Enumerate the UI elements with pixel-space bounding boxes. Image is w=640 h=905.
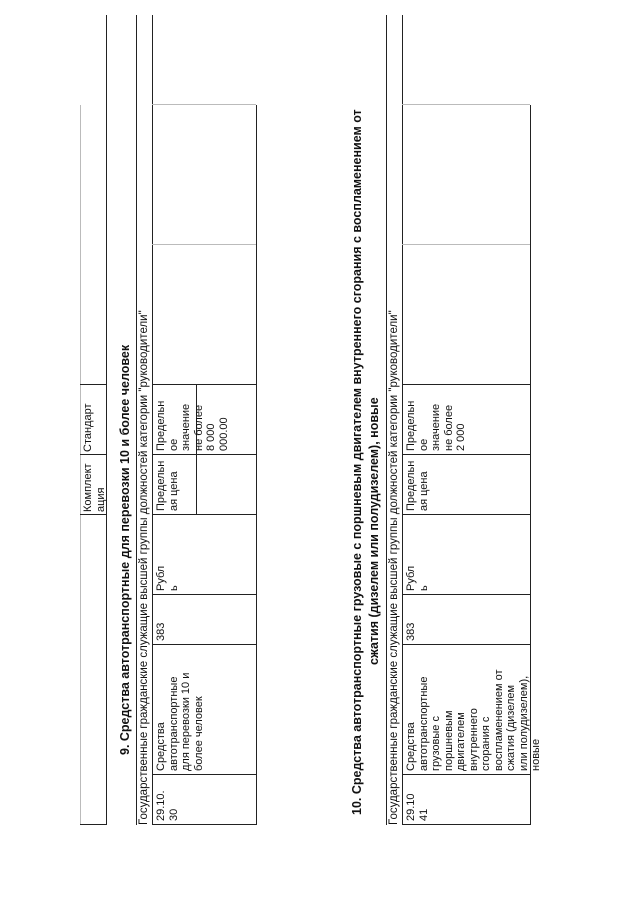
row-cell-unit: Рубл ь <box>155 565 180 591</box>
grid-line <box>152 514 256 515</box>
grid-line <box>152 774 256 775</box>
row-cell-char: Предельн ая цена <box>405 460 430 511</box>
row-cell-code: 29.10 41 <box>405 793 430 821</box>
grid-line <box>152 244 256 245</box>
grid-line <box>152 384 256 385</box>
row-cell-value: Предельн ое значение не более 2 000 <box>405 400 467 451</box>
grid-line <box>402 594 530 595</box>
grid-line <box>152 454 256 455</box>
grid-line <box>402 824 530 825</box>
grid-line <box>80 105 81 825</box>
row-cell-unit: Рубл ь <box>405 565 430 591</box>
grid-line <box>402 104 530 105</box>
row-cell-value: Предельн ое значение не более 8 000 000.00 <box>155 400 230 451</box>
row-cell-char: Предельн ая цена <box>155 460 180 511</box>
row-cell-okei: 383 <box>155 622 167 641</box>
section-subheading: Государственные гражданские служащие высшей группы должностей категории "руководители" <box>388 310 400 825</box>
grid-line <box>106 15 107 825</box>
top-cell-label: Комплект ация <box>82 463 107 512</box>
section-heading: 9. Средства автотранспортные для перевозки 10 и более человек <box>118 344 132 755</box>
row-cell-okei: 383 <box>405 622 417 641</box>
top-cell-value: Стандарт <box>82 403 94 452</box>
grid-line <box>80 824 106 825</box>
grid-line <box>402 384 530 385</box>
section-subheading: Государственные гражданские служащие высшей группы должностей категории "руководители" <box>138 310 150 825</box>
section-heading: 10. Средства автотранспортные грузовые с поршневым двигателем внутреннего сгорания с воспламенением от <box>350 109 364 815</box>
grid-line <box>402 514 530 515</box>
grid-line <box>152 104 256 105</box>
row-cell-name: Средства автотранспортные для перевозки 10 и более человек <box>155 672 205 771</box>
grid-line <box>136 15 137 825</box>
grid-line <box>80 454 106 455</box>
grid-line <box>256 105 257 825</box>
grid-line <box>80 384 106 385</box>
grid-line <box>80 514 106 515</box>
section-heading-cont: сжатия (дизелем или полудизелем), новые <box>367 397 381 665</box>
grid-line <box>152 824 256 825</box>
grid-line <box>402 454 530 455</box>
grid-line <box>402 774 530 775</box>
grid-line <box>402 644 530 645</box>
grid-line <box>152 644 256 645</box>
grid-line <box>402 15 403 825</box>
row-cell-name: Средства автотранспортные грузовые с поршневым двигателем внутреннего сгорания с воспламенением от сжатия (дизелем или полудизелем), новые <box>405 669 542 771</box>
grid-line <box>402 244 530 245</box>
grid-line <box>152 594 256 595</box>
grid-line <box>152 15 153 825</box>
grid-line <box>386 15 387 825</box>
row-cell-code: 29.10. 30 <box>155 790 180 821</box>
